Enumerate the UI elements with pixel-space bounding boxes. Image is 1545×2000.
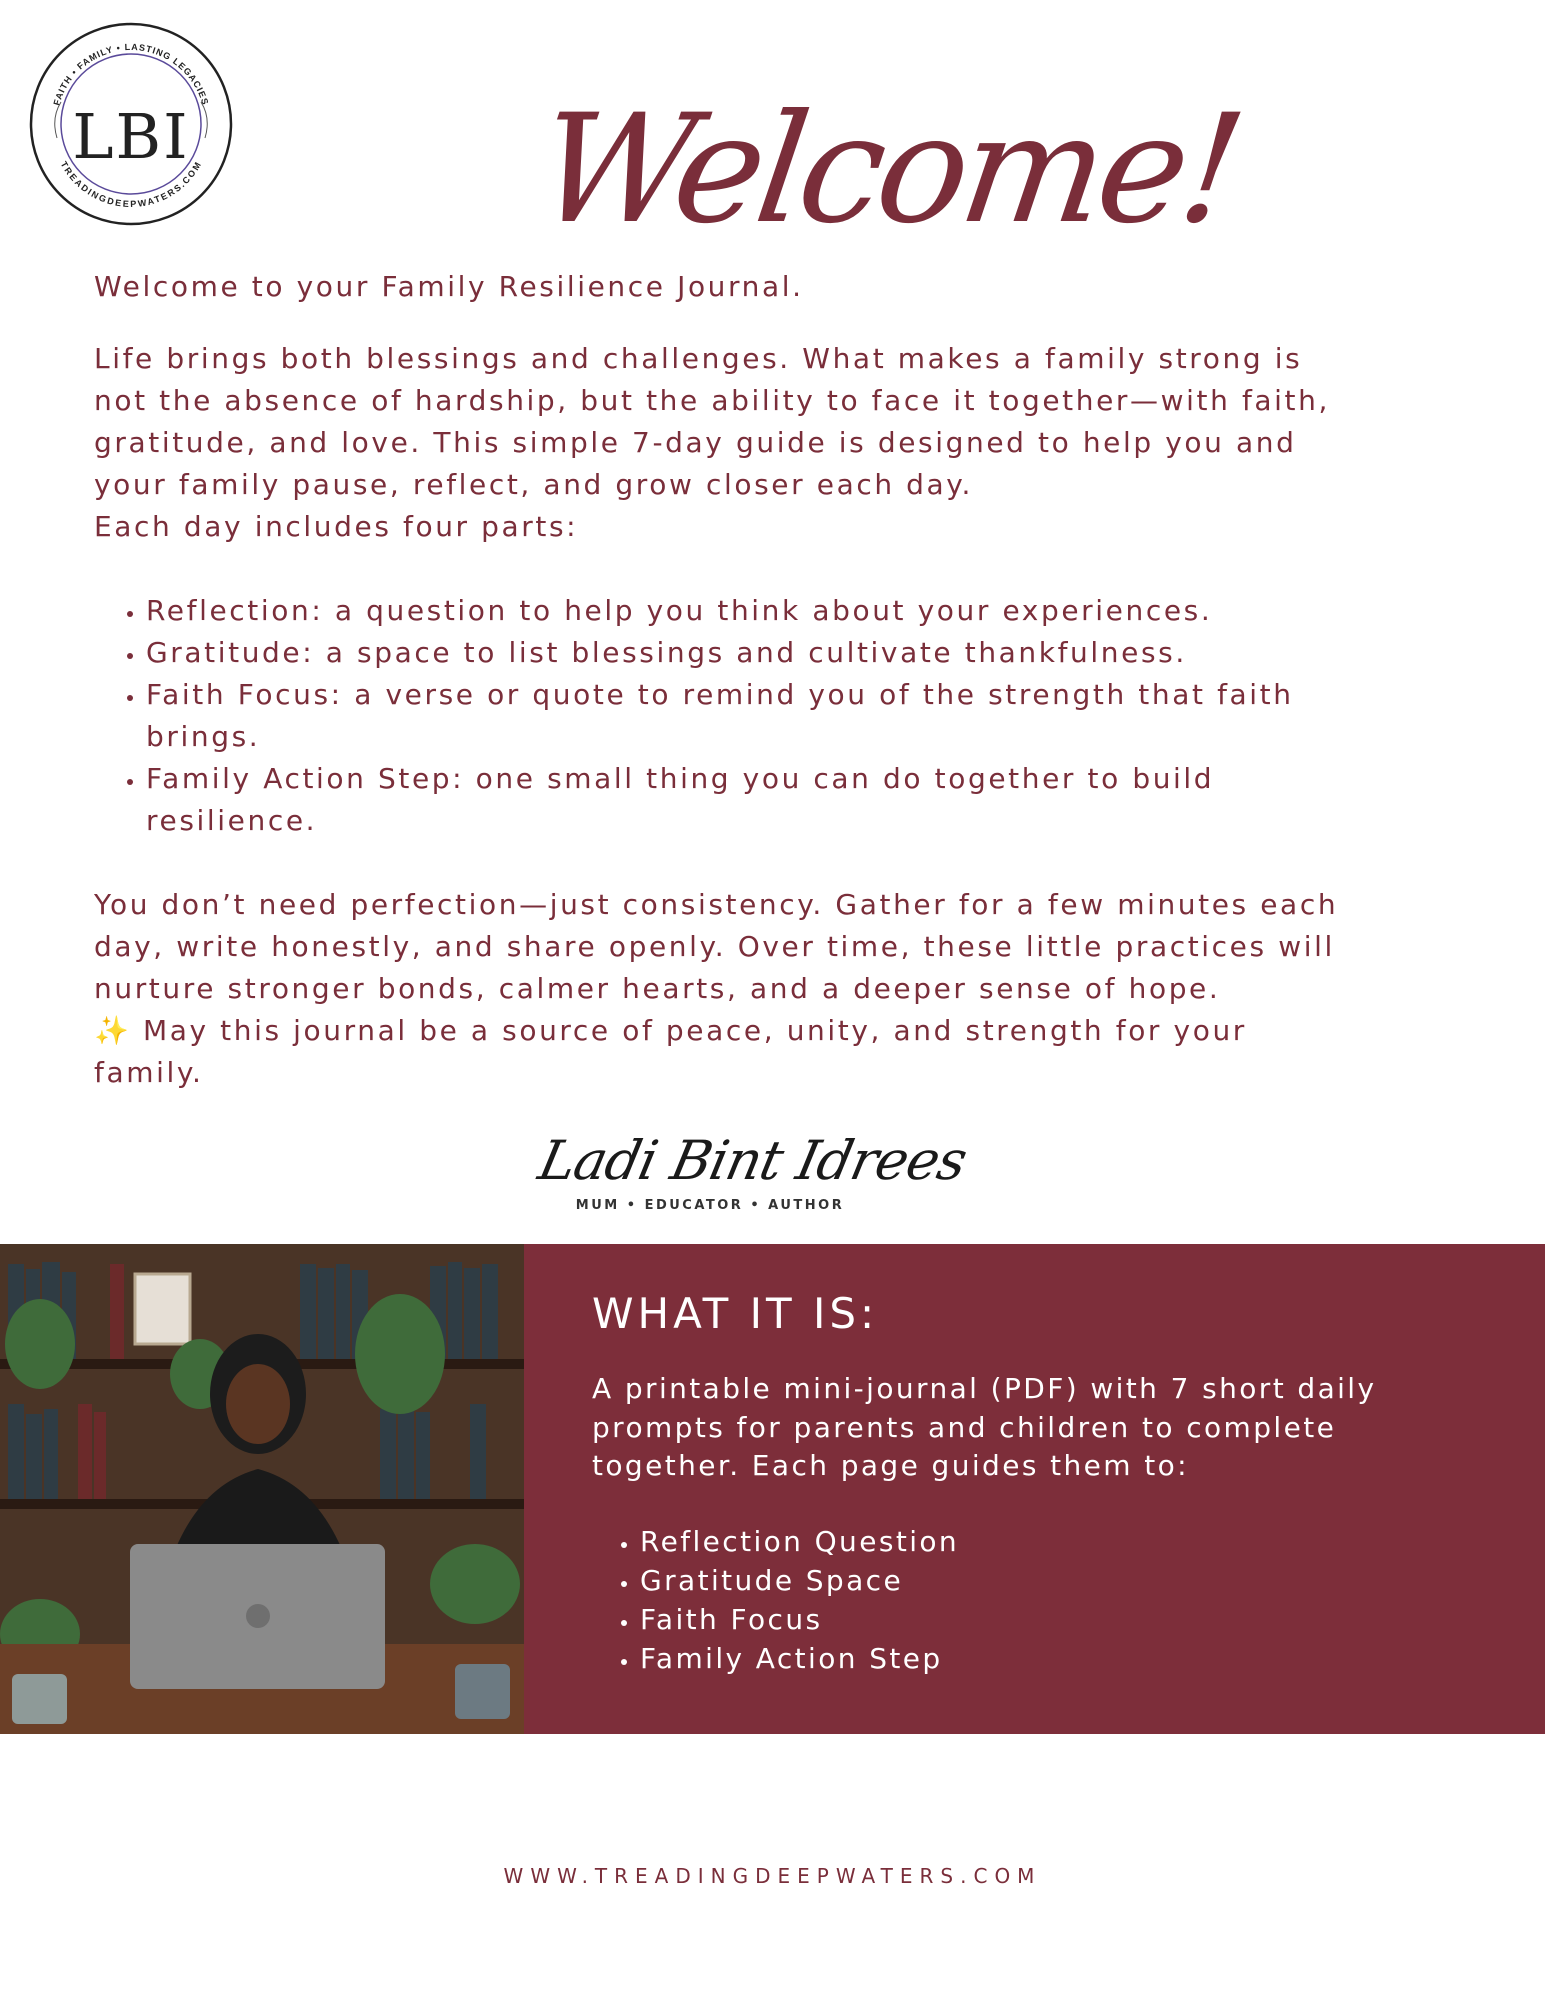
author-photo <box>0 1244 524 1734</box>
logo-monogram: LBI <box>72 100 190 173</box>
list-item: • Faith Focus <box>640 1600 959 1639</box>
list-item: • Reflection: a question to help you think about your experiences. <box>146 590 1354 632</box>
list-item: • Gratitude Space <box>640 1561 959 1600</box>
panel-list <box>592 1522 959 1678</box>
logo-seal <box>27 20 235 228</box>
intro-section <box>94 266 1354 1094</box>
list-item: • Gratitude: a space to list blessings and cultivate thankfulness. <box>146 632 1354 674</box>
footer-website-link[interactable]: WWW.TREADINGDEEPWATERS.COM <box>503 1864 1042 1888</box>
parts-lead: Each day includes four parts: <box>94 510 579 543</box>
author-signature <box>533 1128 972 1226</box>
panel-description: A printable mini-journal (PDF) with 7 short daily prompts for parents and children to complete together. Each page guides them to: <box>592 1372 1377 1482</box>
panel-heading: WHAT IT IS: <box>592 1289 879 1338</box>
list-item: • Faith Focus: a verse or quote to remind you of the strength that faith brings. <box>146 674 1354 758</box>
intro-paragraph: Life brings both blessings and challenges. What makes a family strong is not the absence of hardship, but the ability to face it together—with faith, gratitude, and love. This simple 7-day guide is designed to help you and your family pause, reflect, and grow closer each day. <box>94 342 1330 501</box>
logo-ring-top: FAITH • FAMILY • LASTING LEGACIES <box>51 41 211 107</box>
what-it-is-panel <box>524 1244 1545 1734</box>
parts-list <box>94 590 1354 842</box>
list-item: • Family Action Step <box>640 1639 959 1678</box>
signature-tagline: MUM • EDUCATOR • AUTHOR <box>575 1198 845 1213</box>
list-item: • Reflection Question <box>640 1522 959 1561</box>
blessing-line: ✨ May this journal be a source of peace, unity, and strength for your family. <box>94 1014 1247 1089</box>
closing-paragraph: You don’t need perfection—just consistency. Gather for a few minutes each day, write honestly, and share openly. Over time, these little practices will nurture stronger bonds, calmer hearts, and a deeper sense of hope. <box>94 888 1339 1005</box>
brand-logo <box>27 20 235 228</box>
intro-greeting: Welcome to your Family Resilience Journal. <box>94 270 804 303</box>
list-item: • Family Action Step: one small thing you can do together to build resilience. <box>146 758 1354 842</box>
signature-name: Ladi Bint Idrees <box>533 1129 972 1192</box>
logo-ring-bottom: TREADINGDEEPWATERS.COM <box>58 159 204 210</box>
page-title: Welcome! <box>527 83 1249 257</box>
